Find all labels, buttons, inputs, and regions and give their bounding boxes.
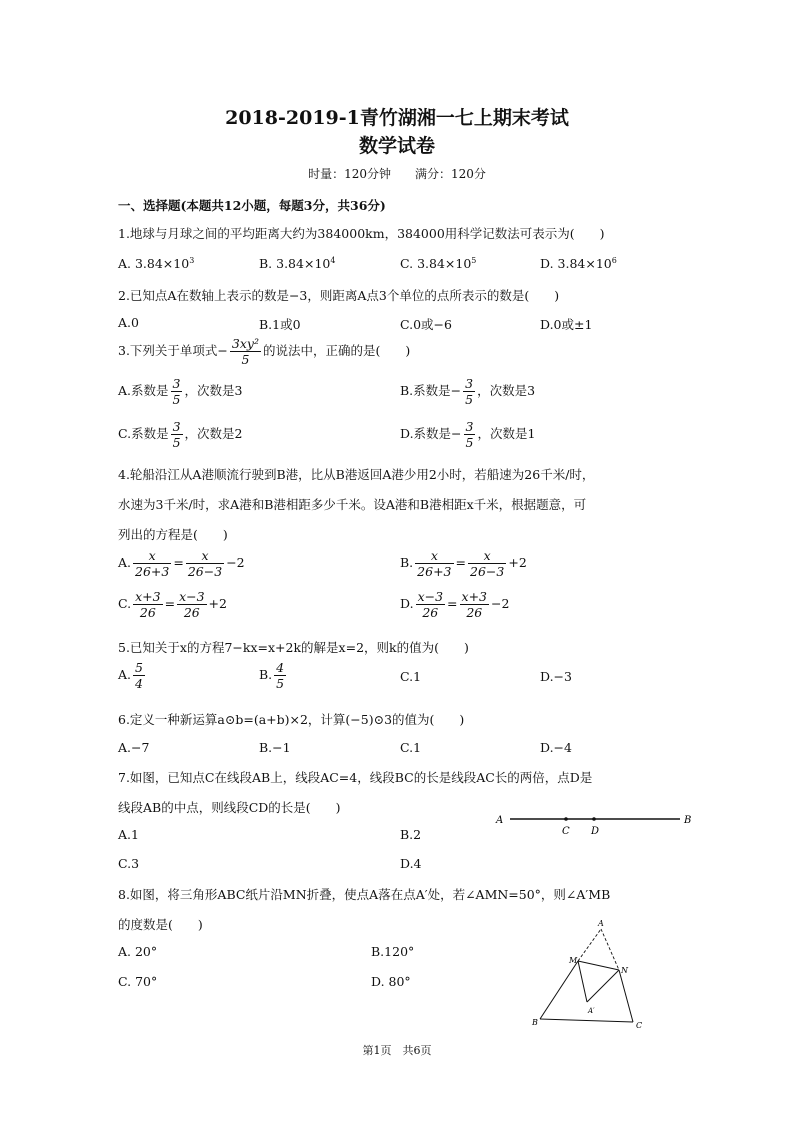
- exam-meta: 时量：120分钟 满分：120分: [308, 167, 486, 181]
- q6-option-c: C.1: [400, 740, 422, 755]
- q4-option-a: A. $\frac{x}{26+3}$ = $\frac{x}{26-3}$ −2: [118, 548, 245, 579]
- side-mb: [540, 961, 578, 1019]
- q5-stem: 5.已知关于x的方程7−kx=x+2k的解是x=2，则k的值为( ): [118, 640, 469, 655]
- label-c: C: [562, 826, 570, 837]
- q2-stem: 2.已知点A在数轴上表示的数是−3，则距离A点3个单位的点所表示的数是( ): [118, 288, 560, 303]
- side-bc: [540, 1019, 633, 1022]
- q3-monomial-fraction: $\frac{\text{3xy²}}{5}$: [231, 336, 259, 367]
- label-n: N: [621, 966, 628, 975]
- q8-option-b: B.120°: [371, 944, 415, 959]
- label-d: D: [591, 826, 600, 837]
- exam-title: 2018-2019-1青竹湖湘一七上期末考试: [225, 107, 569, 129]
- q1-stem: 1.地球与月球之间的平均距离大约为384000km，384000用科学记数法可表示为( ): [118, 226, 605, 241]
- exam-subtitle: 数学试卷: [358, 135, 435, 157]
- q7-option-d: D.4: [400, 856, 422, 871]
- label-a-prime: A′: [588, 1007, 595, 1015]
- q8-line-1: 8.如图，将三角形ABC纸片沿MN折叠，使点A落在点A′处，若∠AMN=50°，则∠A′MB: [118, 887, 611, 902]
- label-m: M: [569, 956, 578, 965]
- dashed-side-am: [578, 929, 601, 961]
- q4-option-b: B. $\frac{x}{26+3}$ = $\frac{x}{26-3}$ +2: [400, 548, 527, 579]
- q3-option-b: B.系数是− $\frac{3}{5}$ ，次数是3: [400, 376, 536, 407]
- q3-option-c: C.系数是 $\frac{3}{5}$ ，次数是2: [118, 419, 243, 450]
- q2-option-a: A.0: [118, 315, 139, 330]
- q8-triangle-figure: [525, 915, 655, 1035]
- q4-line-3: 列出的方程是( ): [118, 527, 228, 542]
- q7-option-b: B.2: [400, 827, 422, 842]
- q8-option-d: D. 80°: [371, 974, 411, 989]
- q3-stem: 3.下列关于单项式− $\frac{\text{3xy²}}{5}$ 的说法中，正确的是( ): [118, 336, 411, 367]
- q7-option-c: C.3: [118, 856, 140, 871]
- q1-option-d: D. $3.84\times 10^6$: [540, 256, 617, 272]
- dashed-side-an: [601, 929, 619, 970]
- q1-option-a: A. $3.84\times 10^3$: [118, 256, 195, 272]
- folded-side-ma-prime: [578, 961, 587, 1002]
- q7-segment-figure: [490, 808, 700, 838]
- label-a: A: [496, 815, 504, 826]
- fold-line-mn: [578, 961, 619, 970]
- page-footer: 第1页 共6页: [362, 1044, 432, 1057]
- q3-option-a: A.系数是 $\frac{3}{5}$ ，次数是3: [118, 376, 243, 407]
- q5-option-c: C.1: [400, 669, 422, 684]
- point-c: [564, 817, 568, 821]
- q7-line-2: 线段AB的中点，则线段CD的长是( ): [118, 800, 341, 815]
- q1-option-b: B. $3.84\times 10^4$: [259, 256, 336, 272]
- q7-line-1: 7.如图，已知点C在线段AB上，线段AC=4，线段BC的长是线段AC长的两倍，点D是: [118, 770, 593, 785]
- side-cn: [619, 970, 633, 1022]
- q2-option-b: B.1或0: [259, 317, 301, 332]
- q1-option-c: C. $3.84\times 10^5$: [400, 256, 477, 272]
- label-b: B: [532, 1018, 538, 1027]
- q8-line-2: 的度数是( ): [118, 917, 203, 932]
- label-c: C: [636, 1021, 643, 1030]
- q4-line-2: 水速为3千米/时，求A港和B港相距多少千米。设A港和B港相距x千米，根据题意，可: [118, 497, 587, 512]
- folded-side-na-prime: [587, 970, 619, 1002]
- q3-option-d: D.系数是− $\frac{3}{5}$ ，次数是1: [400, 419, 536, 450]
- q5-option-a: A. $\frac{5}{4}$: [118, 660, 143, 691]
- q8-option-a: A. 20°: [118, 944, 158, 959]
- q6-stem: 6.定义一种新运算a⊙b=(a+b)×2，计算(−5)⊙3的值为( ): [118, 712, 465, 727]
- q5-option-b: B. $\frac{4}{5}$: [259, 660, 285, 691]
- q4-line-1: 4.轮船沿江从A港顺流行驶到B港，比从B港返回A港少用2小时，若船速为26千米/时，: [118, 467, 595, 482]
- q7-option-a: A.1: [118, 827, 139, 842]
- q5-option-d: D.−3: [540, 669, 572, 684]
- q4-option-d: D. $\frac{x-3}{26}$ = $\frac{x+3}{26}$ −2: [400, 589, 510, 620]
- q2-option-c: C.0或−6: [400, 317, 452, 332]
- section-heading: 一、选择题(本题共12小题，每题3分，共36分): [118, 198, 386, 213]
- q2-option-d: D.0或±1: [540, 317, 593, 332]
- label-a: A: [598, 919, 604, 928]
- q4-option-c: C. $\frac{x+3}{26}$ = $\frac{x-3}{26}$ +2: [118, 589, 227, 620]
- q6-option-b: B.−1: [259, 740, 291, 755]
- label-b: B: [684, 815, 692, 826]
- q6-option-d: D.−4: [540, 740, 572, 755]
- q8-option-c: C. 70°: [118, 974, 158, 989]
- q6-option-a: A.−7: [118, 740, 150, 755]
- point-d: [592, 817, 596, 821]
